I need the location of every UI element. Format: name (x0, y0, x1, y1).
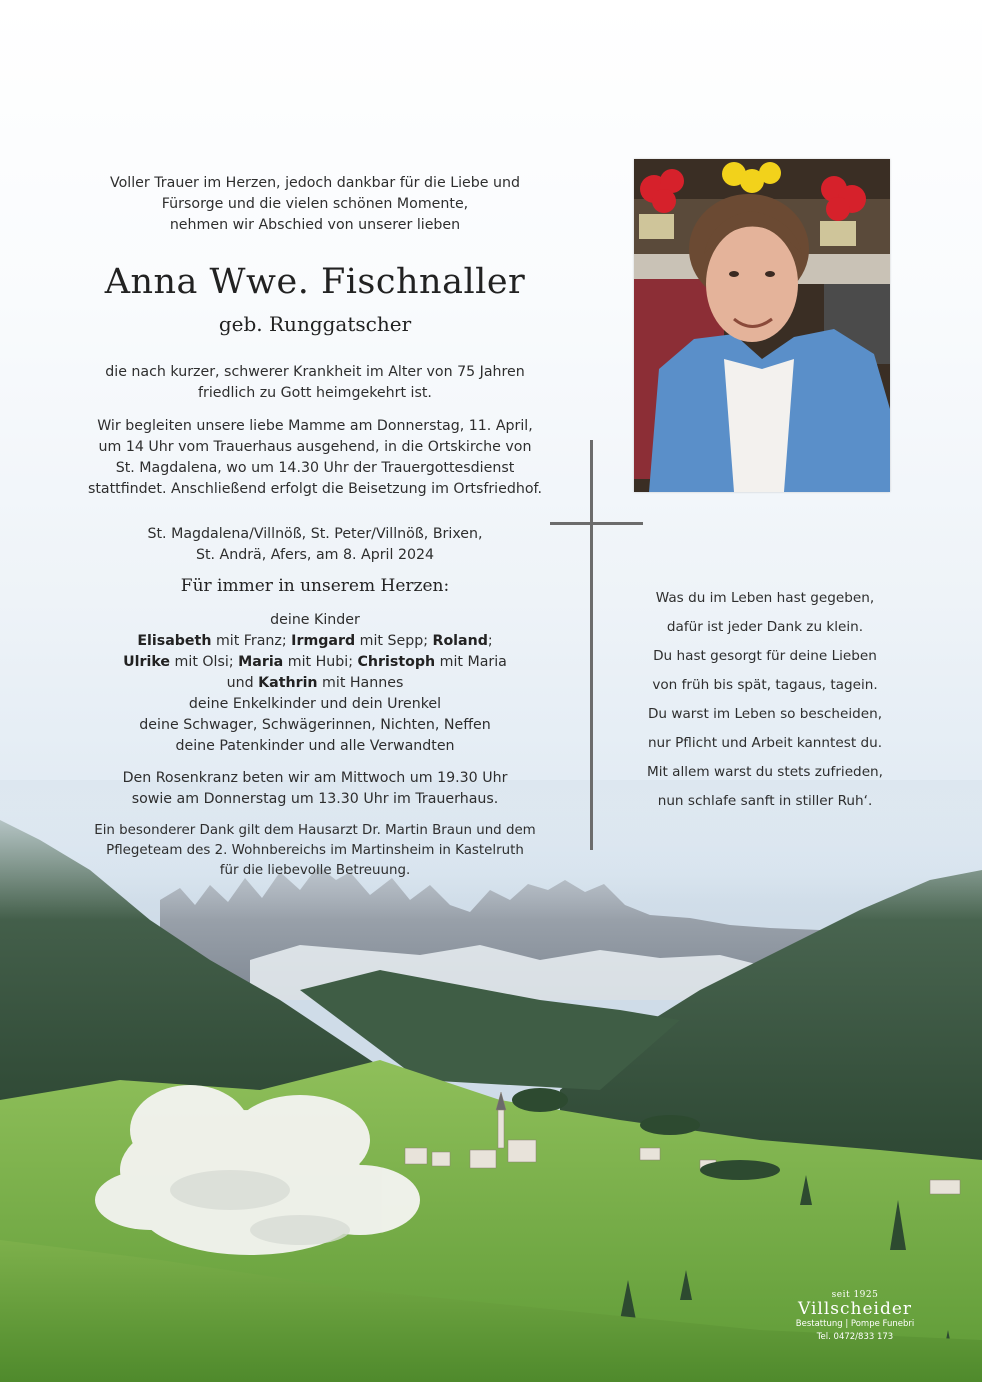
intro-line-1: Voller Trauer im Herzen, jedoch dankbar für die Liebe und (109, 175, 521, 191)
mourners-line-3 (60, 652, 570, 673)
name-irmgard: Irmgard (291, 633, 356, 649)
partner-sepp: mit Sepp; (355, 633, 433, 649)
death-line-2: friedlich zu Gott heimgekehrt ist. (198, 385, 432, 401)
mourners-line-5: deine Enkelkinder und dein Urenkel (188, 696, 442, 712)
thanks-line-1: Ein besonderer Dank gilt dem Hausarzt Dr. Martin Braun und dem (94, 823, 536, 838)
partner-hubi: mit Hubi; (283, 654, 358, 670)
name-kathrin: Kathrin (258, 675, 318, 691)
poem-line-7: Mit allem warst du stets zufrieden, (646, 764, 883, 780)
name-ulrike: Ulrike (123, 654, 171, 670)
mourners-list (60, 610, 570, 757)
mourners-line-7: deine Patenkinder und alle Verwandten (175, 738, 455, 754)
rosary-line-1: Den Rosenkranz beten wir am Mittwoch um 19.30 Uhr (122, 770, 508, 786)
logo-brand: Villscheider (797, 1299, 913, 1319)
mourners-line-2 (60, 631, 570, 652)
logo-subtitle: Bestattung | Pompe Funebri (795, 1319, 915, 1329)
intro-line-3: nehmen wir Abschied von unserer lieben (169, 217, 461, 233)
rosary-info (60, 768, 570, 810)
funeral-home-logo (770, 1290, 940, 1344)
rosary-line-2: sowie am Donnerstag um 13.30 Uhr im Trauerhaus. (131, 791, 499, 807)
forever-heading: Für immer in unserem Herzen: (180, 576, 450, 596)
mourners-line-4 (60, 673, 570, 694)
mourners-line-6: deine Schwager, Schwägerinnen, Nichten, Neffen (139, 717, 491, 733)
birth-name: geb. Runggatscher (218, 312, 412, 336)
poem-line-8: nun schlafe sanft in stiller Ruh‘. (657, 793, 873, 809)
partner-olsi: mit Olsi; (170, 654, 239, 670)
funeral-line-3: St. Magdalena, wo um 14.30 Uhr der Trauergottesdienst (115, 460, 515, 476)
place-line-2: St. Andrä, Afers, am 8. April 2024 (195, 547, 435, 563)
place-line-1: St. Magdalena/Villnöß, St. Peter/Villnöß, Brixen, (147, 526, 483, 542)
poem-line-3: Du hast gesorgt für deine Lieben (653, 648, 877, 664)
death-line-1: die nach kurzer, schwerer Krankheit im Alter von 75 Jahren (105, 364, 525, 380)
death-notice (60, 362, 570, 404)
portrait-image (634, 159, 890, 492)
funeral-line-4: stattfindet. Anschließend erfolgt die Beisetzung im Ortsfriedhof. (87, 481, 543, 497)
place-date (60, 524, 570, 566)
funeral-info (50, 416, 580, 500)
logo-since: seit 1925 (831, 1290, 879, 1300)
intro-line-2: Fürsorge und die vielen schönen Momente, (161, 196, 469, 212)
intro-text (60, 173, 570, 236)
thanks-line-2: Pflegeteam des 2. Wohnbereichs im Martinsheim in Kastelruth (106, 843, 524, 858)
funeral-line-2: um 14 Uhr vom Trauerhaus ausgehend, in die Ortskirche von (98, 439, 532, 455)
poem (600, 584, 930, 816)
thanks-line-3: für die liebevolle Betreuung. (219, 863, 411, 878)
separator: ; (487, 633, 493, 649)
poem-line-1: Was du im Leben hast gegeben, (655, 590, 875, 606)
name-roland: Roland (432, 633, 488, 649)
portrait-photo (634, 159, 890, 492)
partner-maria: mit Maria (435, 654, 507, 670)
poem-line-6: nur Pflicht und Arbeit kanntest du. (647, 735, 883, 751)
partner-hannes: mit Hannes (317, 675, 404, 691)
name-maria: Maria (238, 654, 284, 670)
mourners-line-1: deine Kinder (270, 612, 360, 628)
poem-line-4: von früh bis spät, tagaus, tagein. (652, 677, 878, 693)
deceased-name: Anna Wwe. Fischnaller (104, 262, 526, 302)
poem-line-5: Du warst im Leben so bescheiden, (647, 706, 883, 722)
conjunction: und (226, 675, 259, 691)
logo-phone: Tel. 0472/833 173 (816, 1332, 894, 1342)
thanks-note (60, 821, 570, 881)
poem-line-2: dafür ist jeder Dank zu klein. (666, 619, 864, 635)
name-christoph: Christoph (357, 654, 436, 670)
name-elisabeth: Elisabeth (137, 633, 212, 649)
partner-franz: mit Franz; (211, 633, 292, 649)
funeral-line-1: Wir begleiten unsere liebe Mamme am Donnerstag, 11. April, (97, 418, 533, 434)
